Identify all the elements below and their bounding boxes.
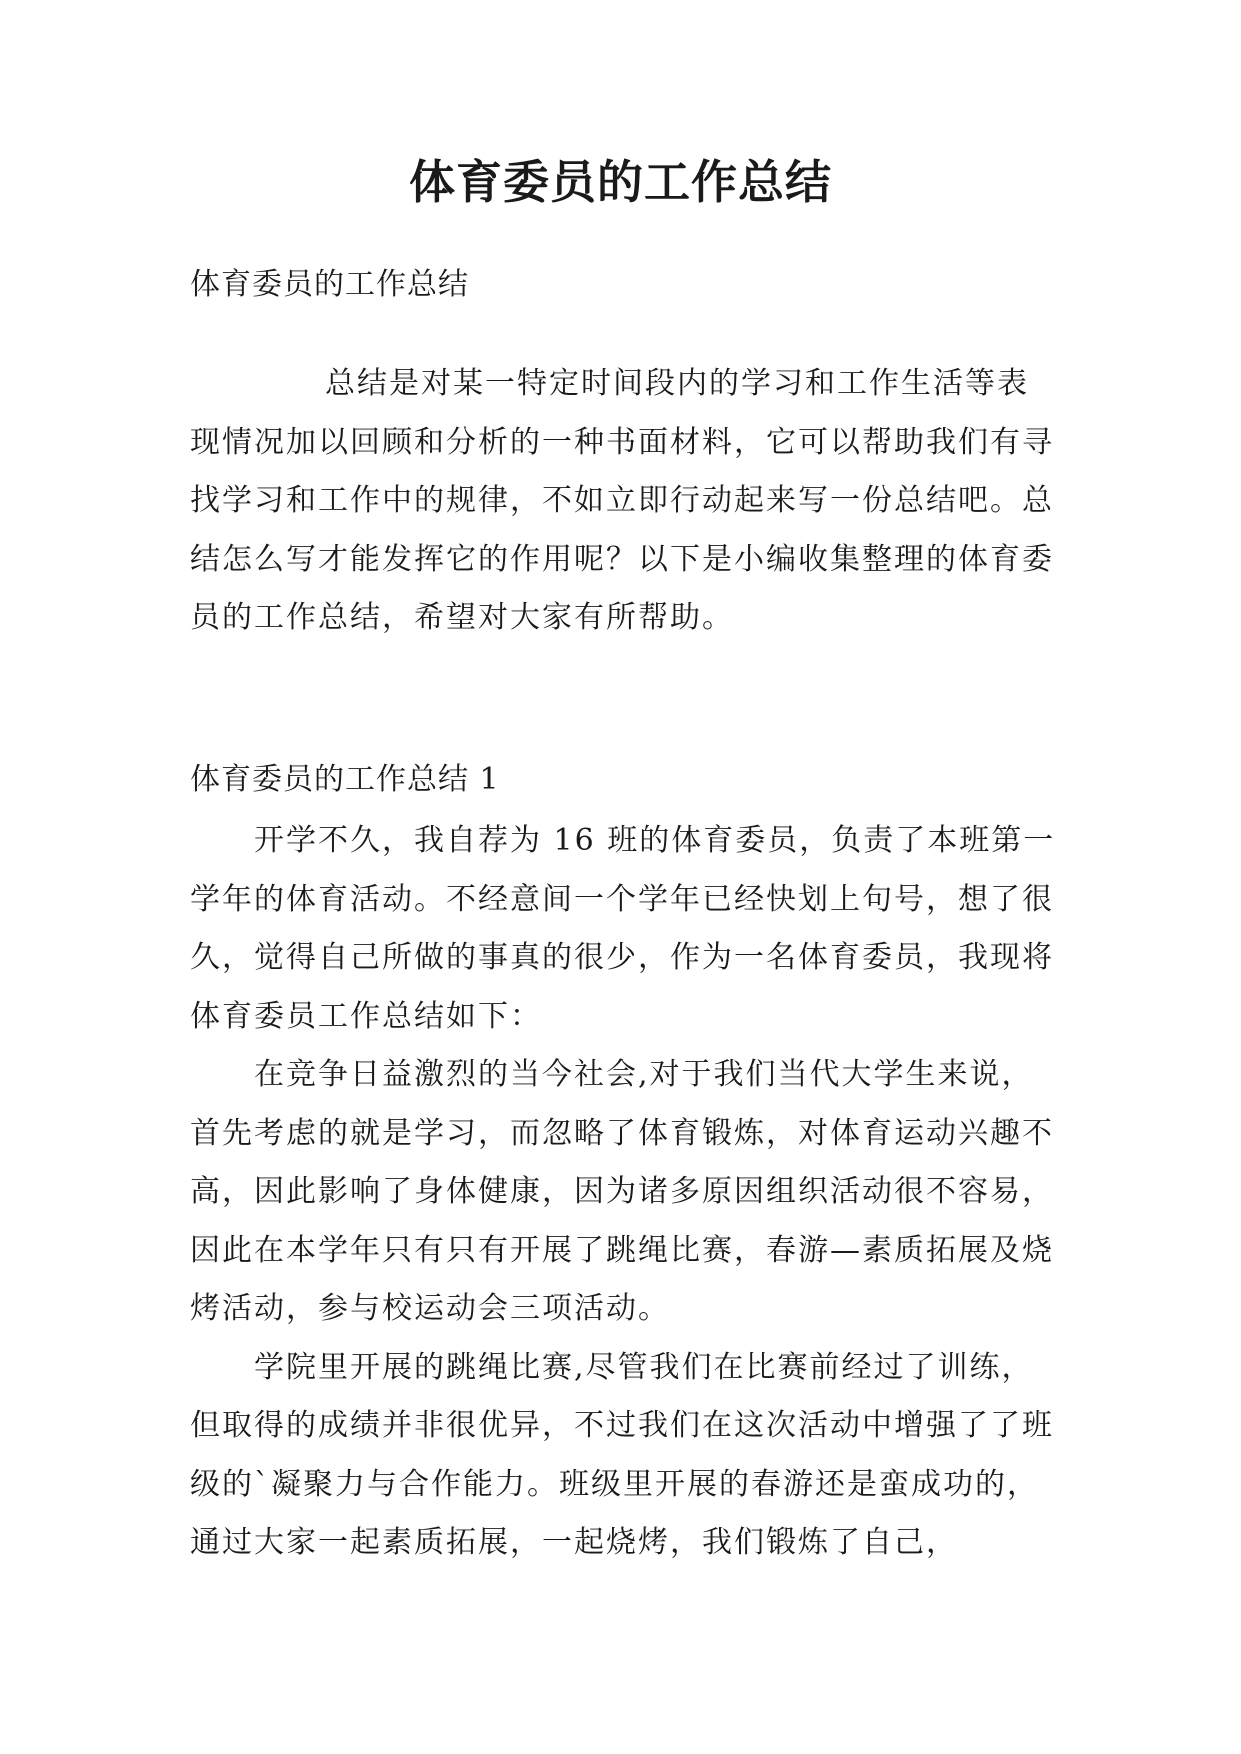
document-subtitle: 体育委员的工作总结 <box>190 267 469 302</box>
body-paragraph: 学院里开展的跳绳比赛,尽管我们在比赛前经过了训练，但取得的成绩并非很优异，不过我们在这次活动中增强了了班级的`凝聚力与合作能力。班级里开展的春游还是蛮成功的，通过大家一起素质拓展，一起烧烤，我们锻炼了自己， <box>190 1349 1054 1560</box>
intro-paragraph: 总结是对某一特定时间段内的学习和工作生活等表现情况加以回顾和分析的一种书面材料，它可以帮助我们有寻找学习和工作中的规律，不如立即行动起来写一份总结吧。总结怎么写才能发挥它的作用呢？以下是小编收集整理的体育委员的工作总结，希望对大家有所帮助。 <box>190 366 1054 635</box>
body-paragraph: 在竞争日益激烈的当今社会,对于我们当代大学生来说，首先考虑的就是学习，而忽略了体育锻炼，对体育运动兴趣不高，因此影响了身体健康，因为诸多原因组织活动很不容易，因此在本学年只有只有开展了跳绳比赛，春游—素质拓展及烧烤活动，参与校运动会三项活动。 <box>190 1057 1054 1326</box>
intro-block <box>190 355 1060 648</box>
section-heading: 体育委员的工作总结 1 <box>190 762 500 797</box>
document-title: 体育委员的工作总结 <box>409 155 832 209</box>
body-paragraph: 开学不久，我自荐为 16 班的体育委员，负责了本班第一学年的体育活动。不经意间一个学年已经快划上句号，想了很久，觉得自己所做的事真的很少，作为一名体育委员，我现将体育委员工作总结如下： <box>190 823 1056 1034</box>
section-body <box>190 812 1060 1573</box>
